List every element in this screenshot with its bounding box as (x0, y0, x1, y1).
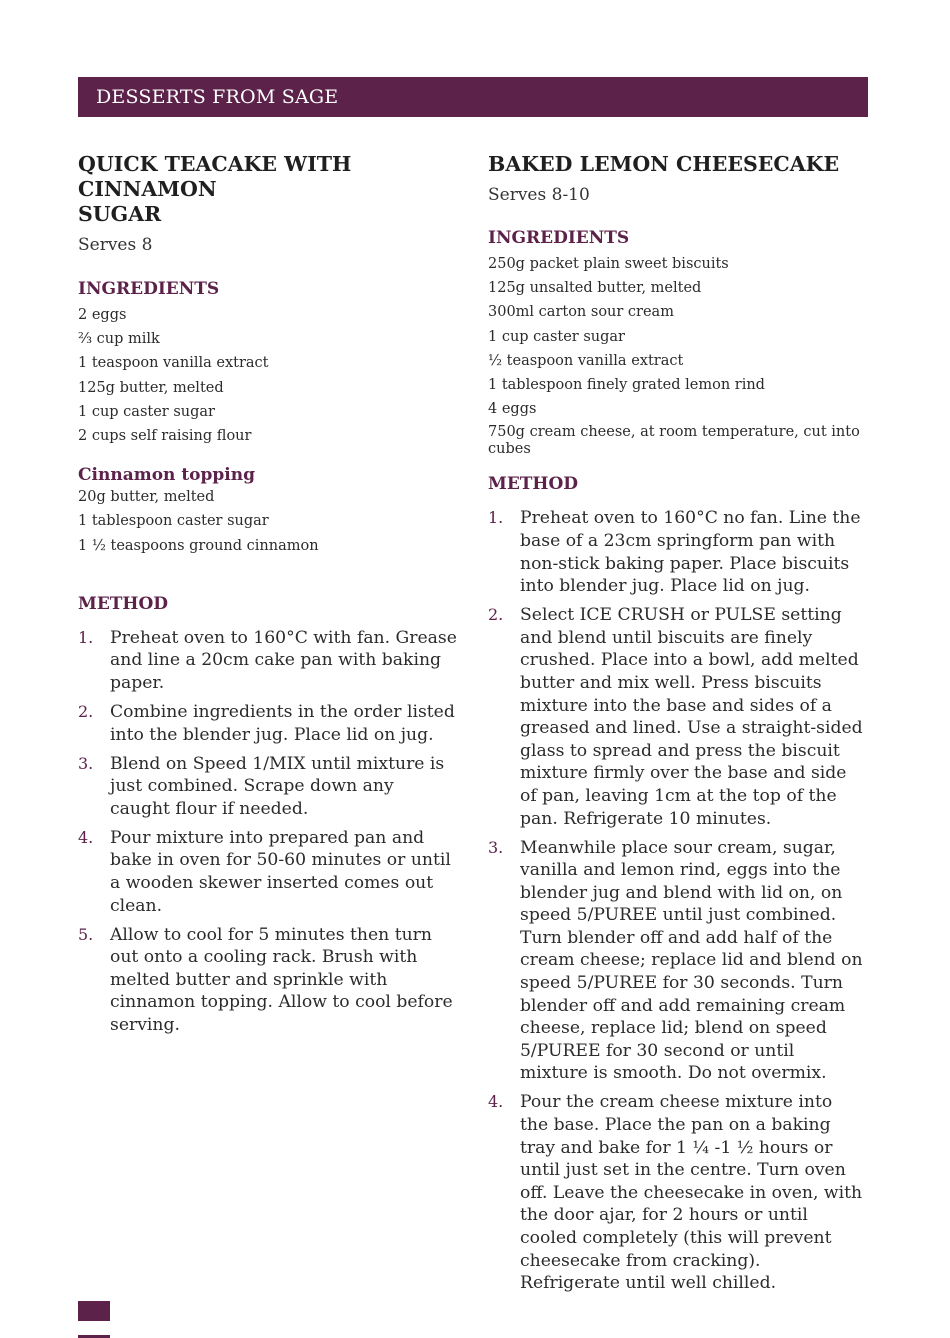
ingredient-item: 125g unsalted butter, melted (488, 280, 702, 297)
method-step (78, 827, 458, 917)
step-text: Pour mixture into prepared pan and bake in oven for 50-60 minutes or until a wooden skewer inserted comes out clean. (110, 827, 451, 916)
method-list (78, 627, 458, 1037)
step-number: 3. (488, 837, 504, 857)
ingredient-item: ½ teaspoon vanilla extract (488, 352, 684, 369)
step-number: 1. (78, 627, 94, 647)
step-text: Combine ingredients in the order listed into the blender jug. Place lid on jug. (110, 702, 455, 745)
method-step (488, 507, 863, 597)
recipe-cheesecake (488, 152, 863, 1301)
step-number: 1. (488, 508, 504, 528)
recipe-title: BAKED LEMON CHEESECAKE (488, 152, 840, 176)
ingredients-heading: INGREDIENTS (78, 279, 220, 299)
ingredient-item: 300ml carton sour cream (488, 304, 674, 321)
topping-item: 1 ½ teaspoons ground cinnamon (78, 537, 319, 554)
method-step (488, 604, 863, 830)
ingredient-item: 1 teaspoon vanilla extract (78, 355, 269, 372)
method-heading: METHOD (488, 474, 579, 495)
method-step (488, 837, 863, 1086)
step-text: Pour the cream cheese mixture into the base. Place the pan on a baking tray and bake for 1 ¼ -1 ½ hours or until just set in the centre. Turn oven off. Leave the cheesecake in oven, with the door ajar, for 2 hours or until cooled completely (this will prevent cheesecake from cracking). Refrigerate until well chilled. (520, 1092, 863, 1294)
step-number: 5. (78, 924, 94, 944)
method-step (488, 1091, 863, 1294)
ingredient-item: 1 cup caster sugar (78, 403, 215, 420)
ingredient-item: 125g butter, melted (78, 379, 224, 396)
method-heading: METHOD (78, 593, 169, 614)
recipe-teacake (78, 152, 458, 1043)
step-text: Preheat oven to 160°C with fan. Grease and line a 20cm cake pan with baking paper. (110, 627, 457, 694)
topping-item: 1 tablespoon caster sugar (78, 513, 269, 530)
step-text: Allow to cool for 5 minutes then turn out onto a cooling rack. Brush with melted butter and sprinkle with cinnamon topping. Allow to cool before serving. (110, 924, 453, 1035)
ingredient-item: 250g packet plain sweet biscuits (488, 256, 729, 272)
step-number: 4. (488, 1092, 504, 1112)
step-number: 2. (78, 702, 94, 721)
recipe-title (78, 152, 458, 227)
method-step (78, 627, 458, 695)
step-number: 2. (488, 605, 504, 625)
recipe-title-line-1: QUICK TEACAKE WITH CINNAMON (78, 152, 352, 201)
ingredients-list (488, 255, 863, 458)
step-text: Preheat oven to 160°C no fan. Line the base of a 23cm springform pan with non-stick baking paper. Place biscuits into blender jug. Place lid on jug. (520, 508, 861, 597)
ingredient-item: 4 eggs (488, 401, 537, 418)
section-header-title: DESSERTS FROM SAGE (96, 86, 339, 108)
ingredient-item: 2 eggs (78, 307, 127, 323)
serves-label: Serves 8 (78, 235, 153, 255)
topping-list (78, 488, 458, 555)
ingredient-item: 1 cup caster sugar (488, 328, 625, 345)
method-step (78, 924, 458, 1037)
topping-heading: Cinnamon topping (78, 465, 255, 486)
step-number: 4. (78, 827, 94, 847)
method-step (78, 753, 458, 821)
step-number: 3. (78, 753, 94, 773)
step-text: Meanwhile place sour cream, sugar, vanilla and lemon rind, eggs into the blender jug and blend with lid on, on speed 5/PUREE until just combined. Turn blender off and add half of the cream cheese; replace lid and blend on speed 5/PUREE for 30 seconds. Turn blender off and add remaining cream cheese, replace lid; blend on speed 5/PUREE for 30 second or until mixture is smooth. Do not overmix. (520, 837, 863, 1084)
topping-item: 20g butter, melted (78, 489, 215, 506)
step-text: Select ICE CRUSH or PULSE setting and blend until biscuits are finely crushed. Place into a bowl, add melted butter and mix well. Press biscuits mixture into the base and sides of a greased and lined. Use a straight-sided glass to spread and press the biscuit mixture firmly over the base and side of pan, leaving 1cm at the top of the pan. Refrigerate 10 minutes. (520, 605, 863, 829)
recipe-title-line-2: SUGAR (78, 202, 162, 226)
ingredients-list (78, 306, 458, 445)
section-header-band (78, 77, 868, 117)
serves-label: Serves 8-10 (488, 185, 590, 205)
ingredient-item: 2 cups self raising flour (78, 428, 252, 445)
page-number-tab (78, 1301, 110, 1321)
ingredient-item: ⅔ cup milk (78, 331, 160, 348)
ingredients-heading: INGREDIENTS (488, 228, 630, 248)
method-step (78, 701, 458, 746)
step-text: Blend on Speed 1/MIX until mixture is just combined. Scrape down any caught flour if needed. (110, 753, 445, 819)
ingredient-item: 1 tablespoon finely grated lemon rind (488, 377, 765, 394)
ingredient-item: 750g cream cheese, at room temperature, cut into cubes (488, 424, 860, 458)
method-list (488, 507, 863, 1294)
